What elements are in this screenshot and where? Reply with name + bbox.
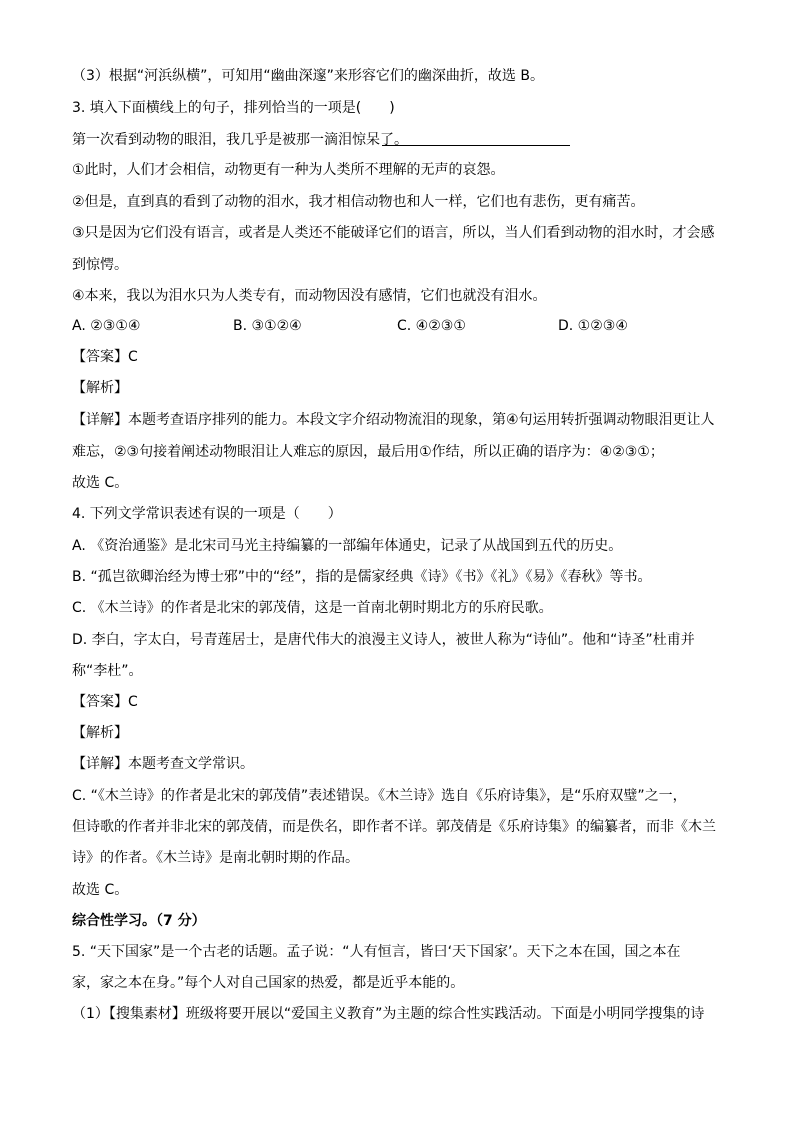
detail-text: 难忘，②③句接着阐述动物眼泪让人难忘的原因，最后用①作结，所以正确的语序为：④②③①； [72,444,664,460]
sentence-4: ④本来，我以为泪水只为人类专有，而动物因没有感情，它们也就没有泪水。 [72,288,547,304]
option-d-cont: 称“李杜”。 [72,663,143,679]
sentence-2: ②但是，直到真的看到了动物的泪水，我才相信动物也和人一样，它们也有悲伤，更有痛苦。 [72,194,645,210]
option-c: C. 《木兰诗》的作者是北宋的郭茂倩，这是一首南北朝时期北方的乐府民歌。 [72,600,553,616]
text-line: （3）根据“河浜纵横”，可知用“幽曲深邃”来形容它们的幽深曲折，故选 B。 [72,68,544,84]
question-5-stem-cont: 家，家之本在身。”每个人对自己国家的热爱，都是近乎本能的。 [72,975,465,991]
analysis-label: 【解析】 [72,725,128,741]
answer-label: 【答案】C [72,349,138,365]
option-d: D. 李白，字太白，号青莲居士，是唐代伟大的浪漫主义诗人，被世人称为“诗仙”。他和“诗圣”杜甫并 [72,632,695,648]
question-3-stem: 3. 填入下面横线上的句子，排列恰当的一项是( ) [72,100,395,116]
section-heading: 综合性学习。（7 分） [72,913,206,929]
analysis-label: 【解析】 [72,380,128,396]
conclusion-text: 故选 C。 [72,475,129,491]
detail-text: 诗》的作者。《木兰诗》是南北朝时期的作品。 [72,850,359,866]
sentence-3-cont: 到惊愕。 [72,257,128,273]
option-d: D. ①②③④ [558,318,628,334]
question-3-passage: 第一次看到动物的眼泪，我几乎是被那一滴泪惊呆了。 [72,132,408,148]
option-b: B. “孤岂欲卿治经为博士邪”中的“经”，指的是儒家经典《诗》《书》《礼》《易》《春秋》等书。 [72,569,652,585]
option-a: A. ②③①④ [72,318,141,334]
question-4-stem: 4. 下列文学常识表述有误的一项是（ ） [72,506,342,522]
sentence-3: ③只是因为它们没有语言，或者是人类还不能破译它们的语言，所以，当人们看到动物的泪水时，才会感 [72,225,715,241]
detail-text: 【详解】本题考查语序排列的能力。本段文字介绍动物流泪的现象，第④句运用转折强调动物眼泪更让人 [72,412,715,428]
option-b: B. ③①②④ [233,318,302,334]
sentence-1: ①此时，人们才会相信，动物更有一种为人类所不理解的无声的哀怨。 [72,162,505,178]
question-5-stem: 5. “天下国家”是一个古老的话题。孟子说：“人有恒言，皆曰‘天下国家’。天下之本在国，国之本在 [72,944,681,960]
detail-text: C. “《木兰诗》的作者是北宋的郭茂倩”表述错误。《木兰诗》选自《乐府诗集》，是“乐府双璧”之一， [72,788,687,804]
question-5-part-1: （1）【搜集素材】班级将要开展以“爱国主义教育”为主题的综合性实践活动。下面是小明同学搜集的诗 [72,1006,705,1022]
option-c: C. ④②③① [397,318,466,334]
option-a: A. 《资治通鉴》是北宋司马光主持编纂的一部编年体通史，记录了从战国到五代的历史。 [72,538,623,554]
conclusion-text: 故选 C。 [72,882,129,898]
fill-in-blank-line [382,145,570,146]
answer-label: 【答案】C [72,694,138,710]
detail-text: 【详解】本题考查文学常识。 [72,756,254,772]
detail-text: 但诗歌的作者并非北宋的郭茂倩，而是佚名，即作者不详。郭茂倩是《乐府诗集》的编纂者，而非《木兰 [72,819,716,835]
